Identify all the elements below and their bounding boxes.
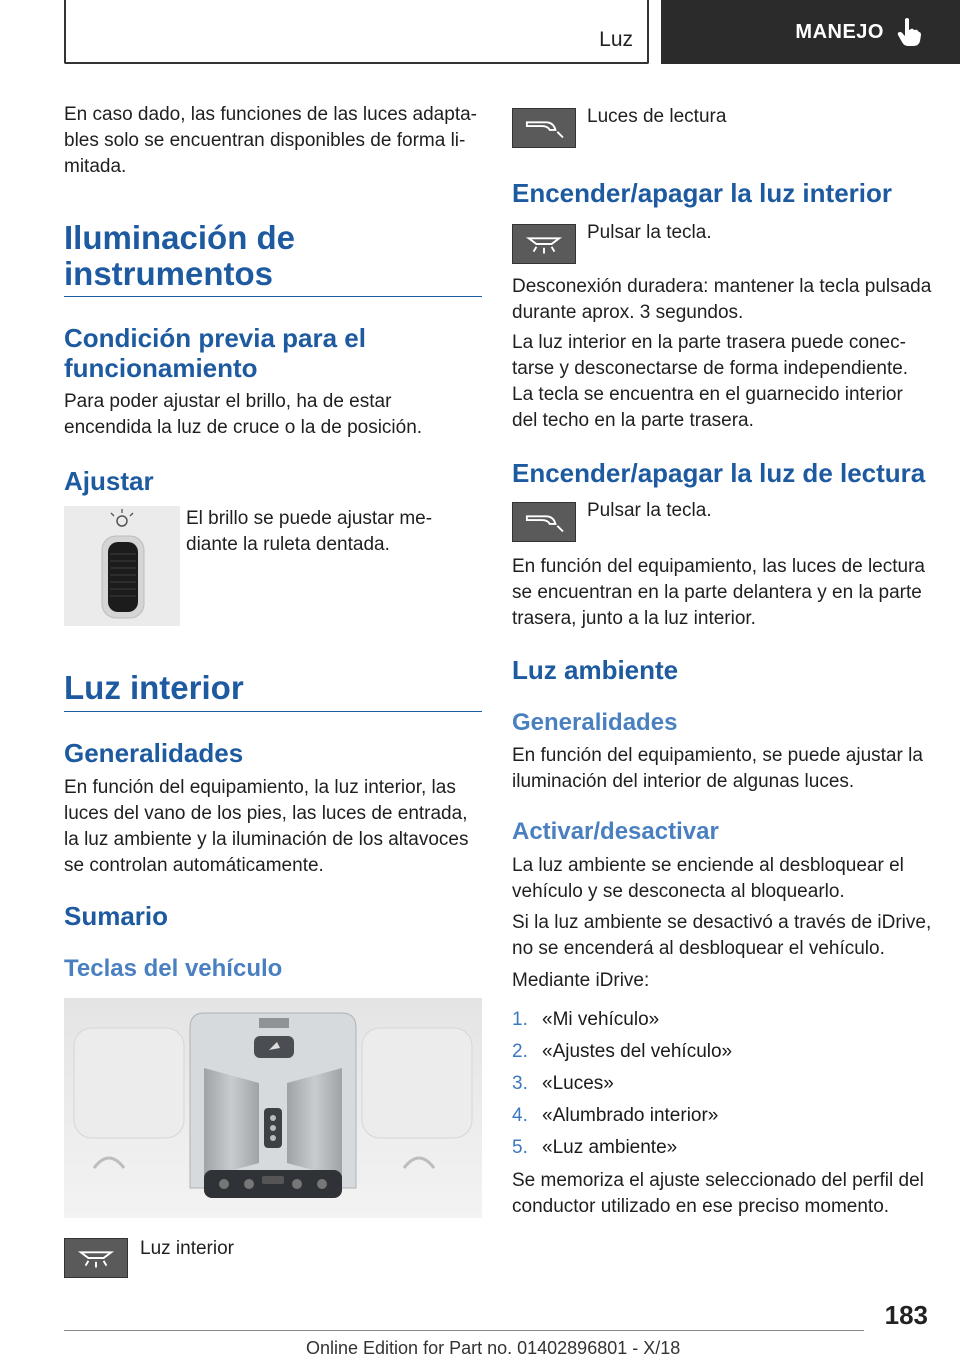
mediante-idrive-text: Mediante iDrive: — [512, 970, 650, 991]
caption-luz-interior: Luz interior — [140, 1238, 234, 1259]
ajustar-text: El brillo se puede ajustar me-diante la ruleta dentada. — [186, 508, 433, 555]
generalidades-ambiente-text: En función del equipamiento, se puede ajustar la iluminación del interior de algunas luces. — [512, 745, 923, 792]
heading-encender-lectura: Encender/apagar la luz de lectura — [512, 458, 926, 488]
hand-pointer-icon — [896, 17, 922, 47]
heading-luz-interior: Luz interior — [64, 669, 244, 706]
pulsar-tecla-2: Pulsar la tecla. — [587, 500, 712, 521]
caption-luces-lectura: Luces de lectura — [587, 106, 727, 127]
activar-text-2: Si la luz ambiente se desactivó a través de iDrive, no se encenderá al desbloquear el vehículo. — [512, 912, 932, 959]
heading-luz-ambiente: Luz ambiente — [512, 655, 679, 685]
list-item: 5. «Luz ambiente» — [512, 1137, 678, 1158]
memoriza-text: Se memoriza el ajuste seleccionado del perfil del conductor utilizado en ese preciso momento. — [512, 1170, 924, 1217]
heading-condicion-previa: Condición previa para el funcionamiento — [64, 323, 366, 383]
chapter-tab[interactable] — [661, 0, 960, 64]
desconexion-text: Desconexión duradera: mantener la tecla pulsada durante aprox. 3 segundos. — [512, 276, 932, 323]
reading-light-button-icon — [512, 502, 576, 542]
activar-text-1: La luz ambiente se enciende al desbloquear el vehículo y se desconecta al bloquearlo. — [512, 855, 904, 902]
pulsar-tecla-1: Pulsar la tecla. — [587, 222, 712, 243]
heading-iluminacion-instrumentos: Iluminación de instrumentos — [64, 219, 296, 292]
heading-encender-interior: Encender/apagar la luz interior — [512, 178, 892, 208]
section-title: Luz — [599, 28, 633, 51]
intro-text: En caso dado, las funciones de las luces adapta-bles solo se encuentran disponibles de forma li-mitada. — [64, 104, 477, 177]
heading-teclas-vehiculo: Teclas del vehículo — [64, 955, 283, 982]
chapter-tab-label: MANEJO — [795, 20, 884, 43]
trasera-text: La luz interior en la parte trasera puede conec-tarse y desconectarse de forma independiente. La tecla se encuentra en el guarnecido interior del techo en la parte trasera. — [512, 332, 909, 431]
generalidades-text: En función del equipamiento, la luz interior, las luces del vano de los pies, las luces de entrada, la luz ambiente y la iluminación de los altavoces se controlan automáticamente. — [64, 777, 469, 876]
roof-console-image — [64, 998, 482, 1218]
heading-generalidades-ambiente: Generalidades — [512, 709, 678, 736]
heading-ajustar: Ajustar — [64, 466, 154, 496]
divider — [64, 711, 482, 712]
idrive-steps-list — [512, 1004, 932, 1164]
header-box — [64, 0, 649, 64]
interior-light-button-icon — [64, 1238, 128, 1278]
dimmer-wheel-image — [64, 506, 180, 626]
lectura-text: En función del equipamiento, las luces de lectura se encuentran en la parte delantera y en la parte trasera, junto a la luz interior. — [512, 556, 925, 629]
list-item: 4. «Alumbrado interior» — [512, 1105, 719, 1126]
list-item: 1. «Mi vehículo» — [512, 1009, 660, 1030]
heading-activar-desactivar: Activar/desactivar — [512, 818, 719, 845]
condicion-text: Para poder ajustar el brillo, ha de estar encendida la luz de cruce o la de posición. — [64, 391, 423, 438]
footer-divider — [64, 1330, 864, 1331]
list-item: 3. «Luces» — [512, 1073, 614, 1094]
heading-sumario: Sumario — [64, 901, 169, 931]
interior-light-button-icon — [512, 224, 576, 264]
list-item: 2. «Ajustes del vehículo» — [512, 1041, 733, 1062]
edition-text: Online Edition for Part no. 01402896801 - X/18 — [306, 1338, 681, 1358]
reading-light-button-icon — [512, 108, 576, 148]
page-number: 183 — [884, 1300, 928, 1330]
divider — [64, 296, 482, 297]
heading-generalidades: Generalidades — [64, 738, 244, 768]
